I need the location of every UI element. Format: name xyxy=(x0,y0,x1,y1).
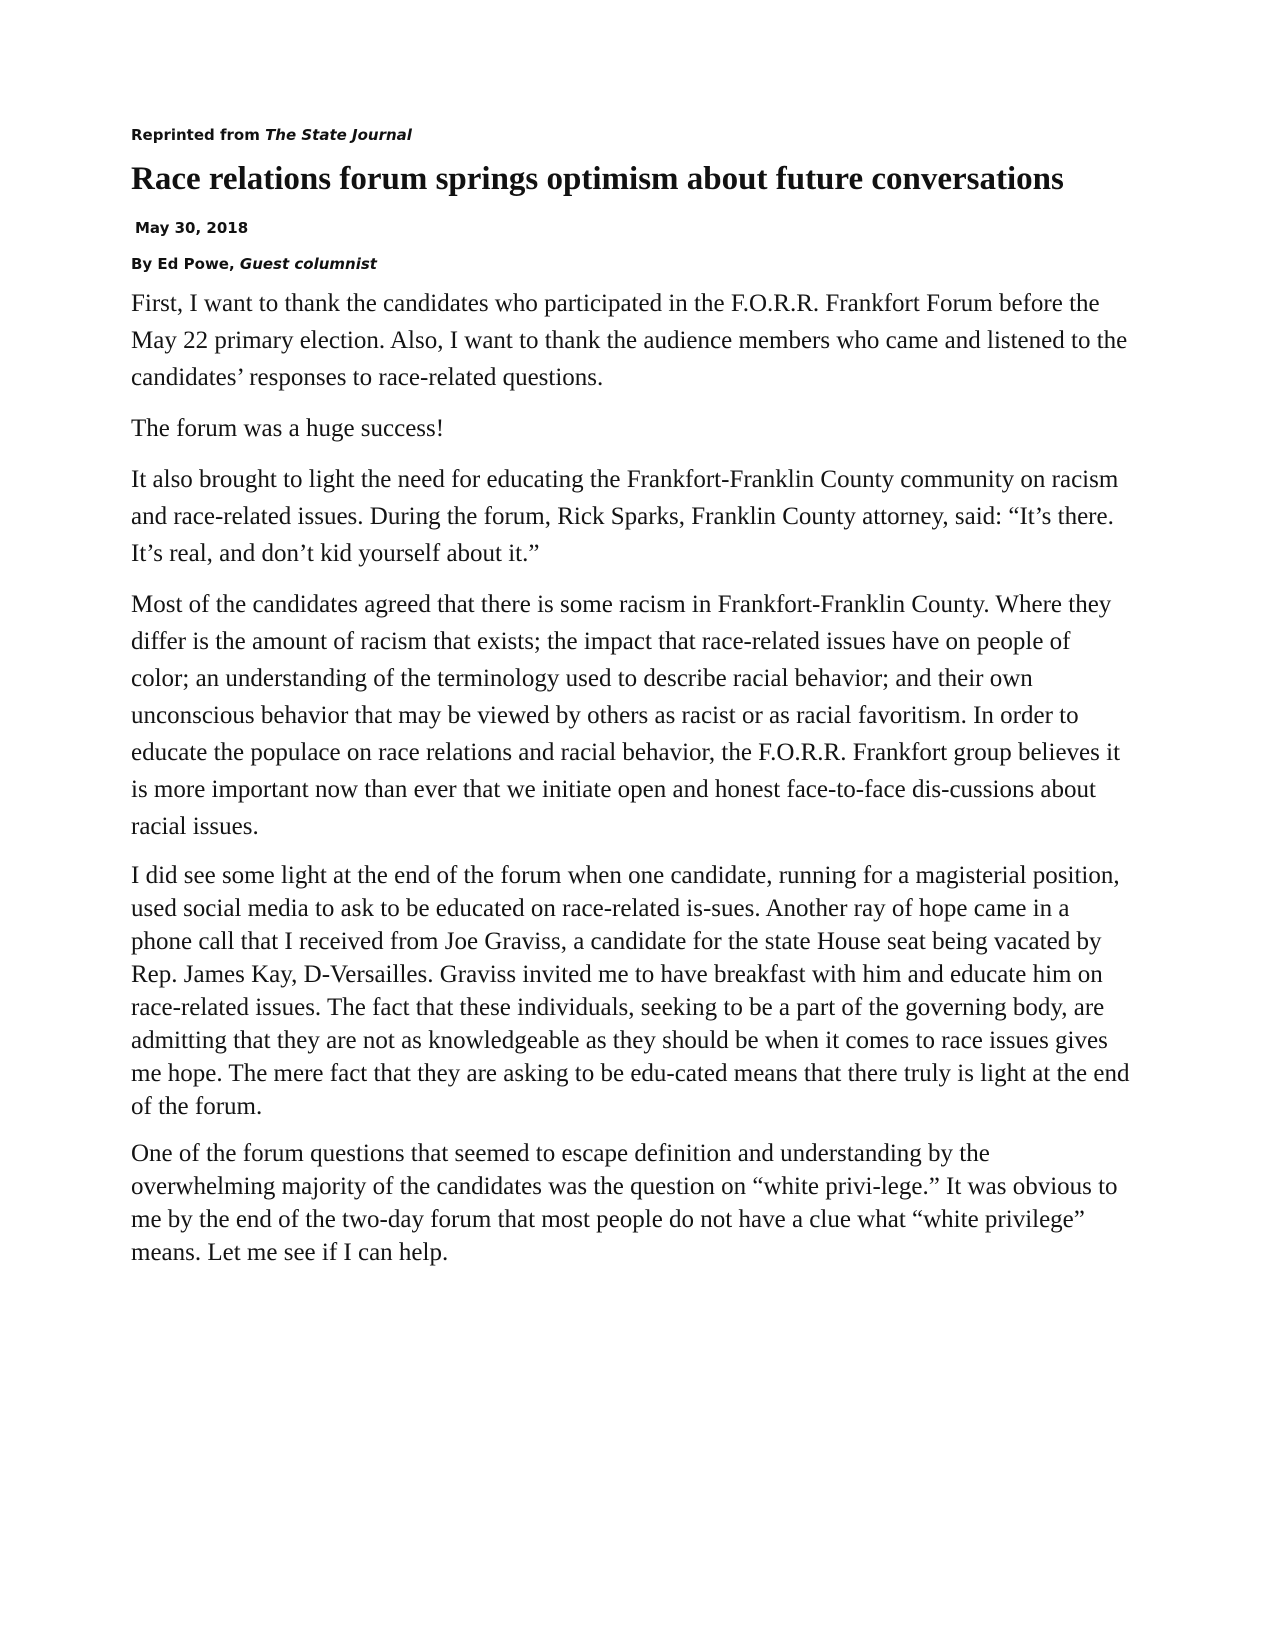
article-paragraph: It also brought to light the need for educating the Frankfort-Franklin County community on racism and race-related issues. During the forum, Rick Sparks, Franklin County attorney, said: “It’s there. It’s real, and don’t kid yourself about it.” xyxy=(131,466,1119,567)
article-paragraph: Most of the candidates agreed that there is some racism in Frankfort-Franklin County. Where they differ is the amount of racism that exists; the impact that race-related issues have on people of color; an understanding of the terminology used to describe racial behavior; and their own unconscious behavior that may be viewed by others as racist or as racial favoritism. In order to educate the populace on race relations and racial behavior, the F.O.R.R. Frankfort group believes it is more important now than ever that we initiate open and honest face-to-face dis-cussions about racial issues. xyxy=(131,591,1121,840)
article-body xyxy=(131,285,1131,1269)
article-paragraph: First, I want to thank the candidates who participated in the F.O.R.R. Frankfort Forum before the May 22 primary election. Also, I want to thank the audience members who came and listened to the candidates’ responses to race-related questions. xyxy=(131,290,1128,391)
reprint-source: The State Journal xyxy=(265,126,412,144)
article-paragraph: The forum was a huge success! xyxy=(131,415,445,442)
document-page xyxy=(131,124,1131,1283)
article-paragraph: I did see some light at the end of the forum when one candidate, running for a magisterial position, used social media to ask to be educated on race-related is-sues. Another ray of hope came in a phone call that I received from Joe Graviss, a candidate for the state House seat being vacated by Rep. James Kay, D-Versailles. Graviss invited me to have breakfast with him and educate him on race-related issues. The fact that these individuals, seeking to be a part of the governing body, are admitting that they are not as knowledgeable as they should be when it comes to race issues gives me hope. The mere fact that they are asking to be edu-cated means that there truly is light at the end of the forum. xyxy=(131,862,1130,1120)
byline-role: Guest columnist xyxy=(239,255,377,273)
article-date: May 30, 2018 xyxy=(135,219,249,237)
article-paragraph: One of the forum questions that seemed to escape definition and understanding by the overwhelming majority of the candidates was the question on “white privi-lege.” It was obvious to me by the end of the two-day forum that most people do not have a clue what “white privilege” means. Let me see if I can help. xyxy=(131,1140,1118,1266)
reprint-prefix: Reprinted from xyxy=(131,126,266,144)
reprint-notice xyxy=(131,124,1131,146)
article-headline: Race relations forum springs optimism about future conversations xyxy=(131,161,1064,197)
byline-author: By Ed Powe, xyxy=(131,255,240,273)
article-byline xyxy=(131,253,1131,275)
